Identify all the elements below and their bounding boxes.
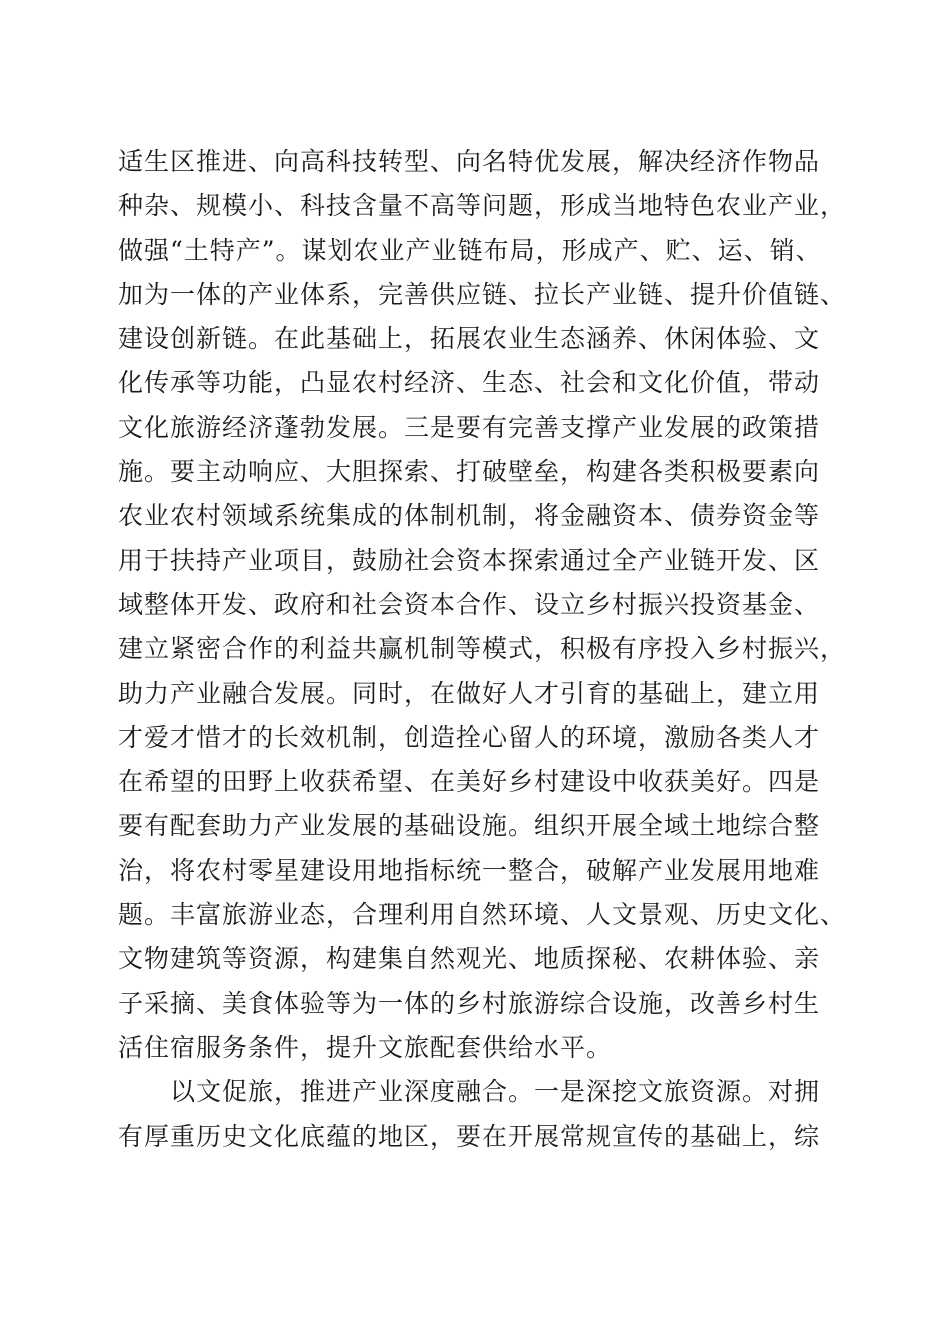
text-line: 助力产业融合发展。同时，在做好人才引育的基础上，建立用 xyxy=(118,678,821,708)
body-text xyxy=(118,140,848,1159)
text-line: 题。丰富旅游业态，合理利用自然环境、人文景观、历史文化、 xyxy=(118,900,847,930)
paragraph-first-line: 以文促旅，推进产业深度融合。一是深挖文旅资源。对拥 xyxy=(170,1077,821,1107)
text-line: 域整体开发、政府和社会资本合作、设立乡村振兴投资基金、 xyxy=(118,589,821,619)
text-line: 适生区推进、向高科技转型、向名特优发展，解决经济作物品 xyxy=(118,147,821,176)
text-line: 农业农村领域系统集成的体制机制，将金融资本、债券资金等 xyxy=(118,501,821,531)
text-line: 子采摘、美食体验等为一体的乡村旅游综合设施，改善乡村生 xyxy=(118,988,821,1018)
text-line: 化传承等功能，凸显农村经济、生态、社会和文化价值，带动 xyxy=(118,368,821,398)
text-line: 施。要主动响应、大胆探索、打破壁垒，构建各类积极要素向 xyxy=(118,457,821,487)
text-line: 文化旅游经济蓬勃发展。三是要有完善支撑产业发展的政策措 xyxy=(118,412,821,442)
text-line: 有厚重历史文化底蕴的地区，要在开展常规宣传的基础上，综 xyxy=(118,1121,821,1151)
text-line: 才爱才惜才的长效机制，创造拴心留人的环境，激励各类人才 xyxy=(118,722,821,752)
text-line: 加为一体的产业体系，完善供应链、拉长产业链、提升价值链、 xyxy=(118,279,847,309)
text-line: 建立紧密合作的利益共赢机制等模式，积极有序投入乡村振兴， xyxy=(118,634,847,664)
text-line: 用于扶持产业项目，鼓励社会资本探索通过全产业链开发、区 xyxy=(118,545,821,575)
text-line: 文物建筑等资源，构建集自然观光、地质探秘、农耕体验、亲 xyxy=(118,944,821,974)
text-line: 治，将农村零星建设用地指标统一整合，破解产业发展用地难 xyxy=(118,855,821,885)
text-line: 活住宿服务条件，提升文旅配套供给水平。 xyxy=(118,1032,613,1062)
text-line: 做强“土特产”。谋划农业产业链布局，形成产、贮、运、销、 xyxy=(118,235,822,265)
text-line: 要有配套助力产业发展的基础设施。组织开展全域土地综合整 xyxy=(118,811,821,841)
text-line: 种杂、规模小、科技含量不高等问题，形成当地特色农业产业， xyxy=(118,191,847,221)
text-line: 在希望的田野上收获希望、在美好乡村建设中收获美好。四是 xyxy=(118,767,821,797)
text-line: 建设创新链。在此基础上，拓展农业生态涵养、休闲体验、文 xyxy=(118,324,821,354)
